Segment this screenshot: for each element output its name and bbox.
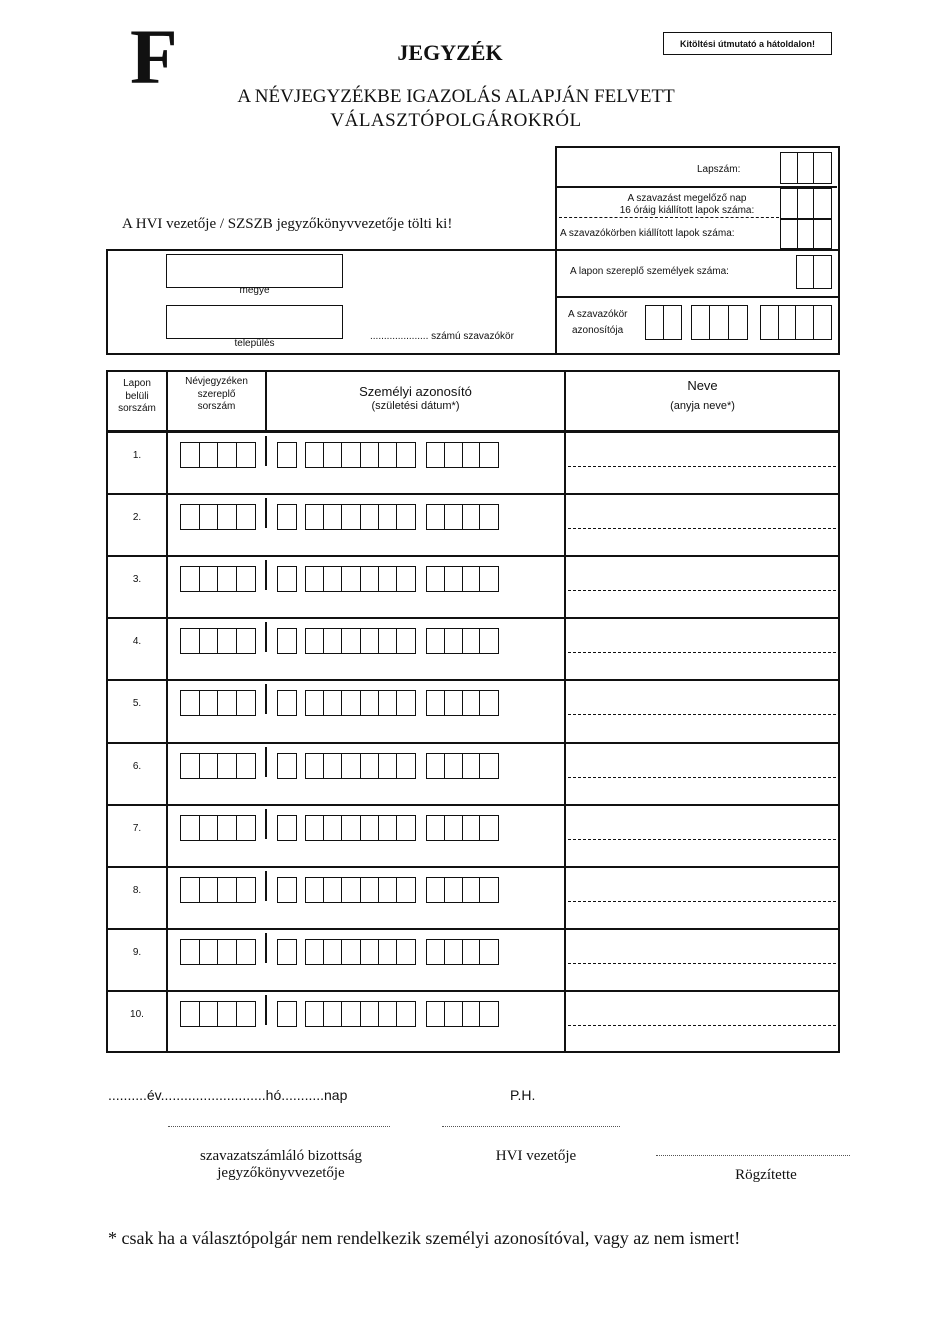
sheet-number-label: Lapszám: [697, 164, 741, 175]
settlement-label: település [234, 338, 275, 349]
district-id-input-1[interactable] [645, 305, 682, 340]
cell-separator [265, 747, 267, 777]
location-box [106, 249, 840, 355]
personal-id-sex-input[interactable] [277, 504, 297, 530]
personal-id-date-input[interactable] [305, 690, 416, 716]
signer-1-line2: jegyzőkönyvvezetője [217, 1165, 345, 1181]
personal-id-sex-input[interactable] [277, 628, 297, 654]
name-input-line[interactable] [568, 839, 836, 840]
persons-count-input[interactable] [796, 255, 832, 289]
district-sheets-label: A szavazókörben kiállított lapok száma: [560, 228, 735, 239]
form-subtitle-line2: VÁLASZTÓPOLGÁROKRÓL [330, 110, 582, 131]
county-label: megye [239, 285, 270, 296]
name-input-line[interactable] [568, 714, 836, 715]
cell-separator [265, 684, 267, 714]
cell-separator [265, 995, 267, 1025]
personal-id-sex-input[interactable] [277, 1001, 297, 1027]
prev-day-sheets-input[interactable] [780, 188, 832, 220]
signature-line-1[interactable] [168, 1126, 390, 1127]
personal-id-date-input[interactable] [305, 628, 416, 654]
cell-separator [265, 809, 267, 839]
row-divider [108, 928, 839, 930]
row-divider [108, 804, 839, 806]
personal-id-serial-input[interactable] [426, 939, 499, 965]
col-register-index-header [168, 376, 265, 414]
row-divider [108, 493, 839, 495]
personal-id-sex-input[interactable] [277, 442, 297, 468]
col-personal-id-header [267, 384, 564, 414]
col-name-header [566, 378, 839, 414]
name-input-line[interactable] [568, 652, 836, 653]
row-divider [108, 742, 839, 744]
register-index-input[interactable] [180, 877, 256, 903]
personal-id-serial-input[interactable] [426, 504, 499, 530]
sheet-count-box [555, 146, 840, 251]
name-input-line[interactable] [568, 777, 836, 778]
personal-id-date-input[interactable] [305, 566, 416, 592]
footnote: * csak ha a választópolgár nem rendelkezik személyi azonosítóval, vagy az nem ismert! [108, 1228, 741, 1248]
persons-count-label: A lapon szereplő személyek száma: [570, 266, 729, 277]
personal-id-serial-input[interactable] [426, 566, 499, 592]
row-divider [108, 555, 839, 557]
personal-id-date-input[interactable] [305, 939, 416, 965]
row-divider [108, 866, 839, 868]
instructions-hint-box [663, 32, 832, 55]
register-index-input[interactable] [180, 628, 256, 654]
name-input-line[interactable] [568, 963, 836, 964]
instructions-hint-text: Kitöltési útmutató a hátoldalon! [680, 38, 815, 49]
signature-line-2[interactable] [442, 1126, 620, 1127]
personal-id-sex-input[interactable] [277, 877, 297, 903]
cell-separator [265, 560, 267, 590]
district-id-input-3[interactable] [760, 305, 832, 340]
cell-separator [265, 622, 267, 652]
district-sheets-input[interactable] [780, 218, 832, 249]
sheet-number-input[interactable] [780, 152, 832, 184]
fill-note: A HVI vezetője / SZSZB jegyzőkönyvvezetője tölti ki! [122, 216, 453, 232]
row-number: 2. [132, 512, 142, 524]
register-index-input[interactable] [180, 1001, 256, 1027]
col-personal-id-l1: Személyi azonosító [359, 384, 472, 399]
col-personal-id-l2: (születési dátum*) [371, 400, 460, 413]
personal-id-serial-input[interactable] [426, 753, 499, 779]
personal-id-serial-input[interactable] [426, 628, 499, 654]
settlement-input[interactable] [166, 305, 343, 339]
cell-separator [265, 933, 267, 963]
register-index-input[interactable] [180, 939, 256, 965]
signature-line-3[interactable] [656, 1155, 850, 1156]
district-id-input-2[interactable] [691, 305, 748, 340]
row-number: 10. [130, 1008, 144, 1020]
register-index-input[interactable] [180, 504, 256, 530]
row-divider [108, 679, 839, 681]
personal-id-sex-input[interactable] [277, 690, 297, 716]
signer-2-title: HVI vezetője [495, 1148, 577, 1164]
form-title: JEGYZÉK [397, 40, 503, 65]
form-subtitle-line1: A NÉVJEGYZÉKBE IGAZOLÁS ALAPJÁN FELVETT [237, 86, 675, 107]
personal-id-date-input[interactable] [305, 815, 416, 841]
row-number: 5. [132, 698, 142, 710]
register-index-input[interactable] [180, 566, 256, 592]
personal-id-serial-input[interactable] [426, 690, 499, 716]
form-letter: F [130, 13, 178, 100]
signer-1-title [170, 1148, 392, 1182]
name-input-line[interactable] [568, 466, 836, 467]
col-name-l2: (anyja neve*) [670, 400, 735, 413]
col-register-index-l3: sorszám [197, 401, 236, 412]
stamp-placeholder: P.H. [510, 1087, 536, 1103]
col-name-l1: Neve [687, 378, 718, 393]
personal-id-serial-input[interactable] [426, 1001, 499, 1027]
date-line: ..........év...........................hó...........nap [108, 1087, 348, 1103]
register-index-input[interactable] [180, 690, 256, 716]
row-number: 3. [132, 574, 142, 586]
row-divider [108, 990, 839, 992]
district-id-label-1: A szavazókör [568, 309, 628, 320]
cell-separator [265, 498, 267, 528]
register-index-input[interactable] [180, 753, 256, 779]
row-number: 9. [132, 946, 142, 958]
prev-day-label-1: A szavazást megelőző nap [627, 193, 747, 204]
register-index-input[interactable] [180, 815, 256, 841]
personal-id-serial-input[interactable] [426, 442, 499, 468]
signer-1-line1: szavazatszámláló bizottság [199, 1148, 362, 1164]
row-number: 8. [132, 884, 142, 896]
prev-day-label-2: 16 óráig kiállított lapok száma: [619, 205, 755, 216]
col-sheet-index-l1: Lapon [123, 378, 151, 389]
cell-separator [265, 871, 267, 901]
personal-id-sex-input[interactable] [277, 815, 297, 841]
row-number: 6. [132, 760, 142, 772]
district-id-label-2: azonosítója [572, 325, 624, 336]
district-suffix: ..................... számú szavazókör [370, 331, 514, 342]
personal-id-sex-input[interactable] [277, 566, 297, 592]
name-input-line[interactable] [568, 901, 836, 902]
col-sheet-index-header [108, 378, 166, 416]
name-input-line[interactable] [568, 590, 836, 591]
col-sheet-index-l2: belüli [125, 390, 149, 402]
row-number: 7. [132, 822, 142, 834]
personal-id-serial-input[interactable] [426, 877, 499, 903]
row-divider [108, 617, 839, 619]
personal-id-date-input[interactable] [305, 1001, 416, 1027]
col-register-index-l1: Névjegyzéken [185, 376, 248, 387]
col-register-index-l2: szereplő [197, 388, 236, 400]
row-number: 1. [132, 450, 142, 461]
personal-id-date-input[interactable] [305, 877, 416, 903]
row-number: 4. [132, 636, 142, 648]
personal-id-serial-input[interactable] [426, 815, 499, 841]
name-input-line[interactable] [568, 1025, 836, 1026]
personal-id-date-input[interactable] [305, 753, 416, 779]
col-sheet-index-l3: sorszám [118, 403, 156, 414]
personal-id-sex-input[interactable] [277, 939, 297, 965]
name-input-line[interactable] [568, 528, 836, 529]
voters-table [106, 370, 840, 1053]
signer-3-title: Rögzítette [735, 1167, 797, 1183]
county-input[interactable] [166, 254, 343, 288]
cell-separator [265, 436, 267, 466]
personal-id-date-input[interactable] [305, 504, 416, 530]
personal-id-sex-input[interactable] [277, 753, 297, 779]
register-index-input[interactable] [180, 442, 256, 468]
personal-id-date-input[interactable] [305, 442, 416, 468]
